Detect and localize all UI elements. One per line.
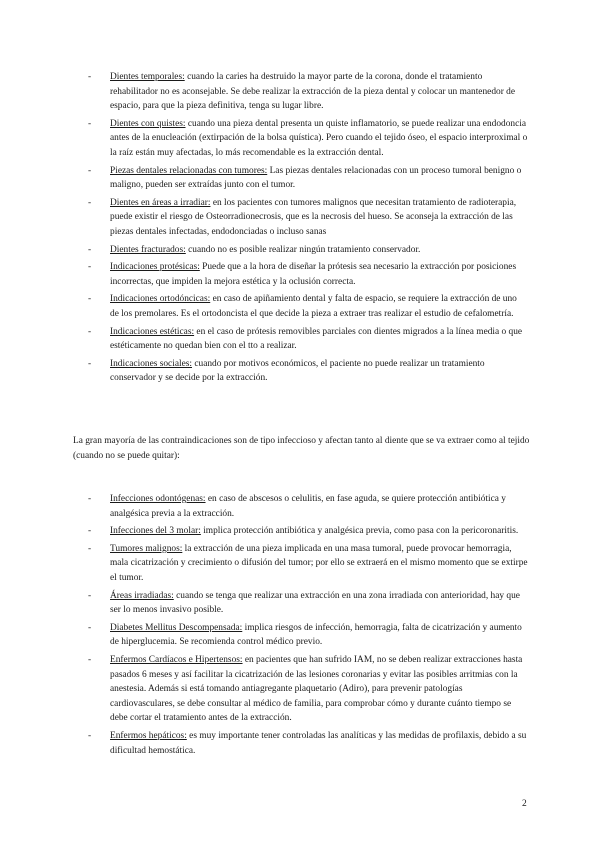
bullet-dash: - bbox=[88, 654, 92, 665]
item-term: Áreas irradiadas: bbox=[110, 590, 174, 601]
list-item bbox=[88, 357, 528, 386]
contraindications-list bbox=[88, 492, 528, 761]
item-text: cuando la caries ha destruido la mayor parte de la corona, donde el tratamiento rehabilitador no es aconsejable. Se debe realizar la extracción de la pieza dental y colocar un mantenedor de espacio, para que la pieza definitiva, tenga su lugar libre. bbox=[110, 72, 516, 112]
item-term: Indicaciones sociales: bbox=[110, 358, 192, 369]
bullet-dash: - bbox=[88, 590, 92, 601]
indications-list bbox=[88, 70, 528, 389]
list-item bbox=[88, 260, 528, 289]
page-number: 2 bbox=[522, 799, 527, 809]
bullet-dash: - bbox=[88, 526, 92, 537]
item-text: en el caso de prótesis removibles parciales con dientes migrados a la línea media o que estéticamente no quedan bien con el tto a realizar. bbox=[110, 326, 523, 352]
list-item bbox=[88, 542, 528, 586]
item-text: Puede que a la hora de diseñar la prótesis sea necesario la extracción por posiciones incorrectas, que impiden la mejora estética y la oclusión correcta. bbox=[110, 262, 517, 287]
bullet-dash: - bbox=[88, 244, 92, 255]
item-term: Indicaciones protésicas: bbox=[110, 262, 200, 273]
item-text: en caso de apiñamiento dental y falta de espacio, se requiere la extracción de uno de los premolares. Es el ortodoncista el que decide la pieza a extraer tras realizar el estudio de cefalometría. bbox=[110, 294, 517, 319]
item-text: Las piezas dentales relacionadas con un proceso tumoral benigno o maligno, pueden ser extraídas junto con el tumor. bbox=[110, 165, 522, 191]
bullet-dash: - bbox=[88, 358, 92, 369]
bullet-dash: - bbox=[88, 72, 92, 82]
item-term: Dientes en áreas a irradiar: bbox=[110, 197, 211, 208]
item-term: Dientes fracturados: bbox=[110, 244, 186, 255]
list-item bbox=[88, 117, 528, 161]
bullet-dash: - bbox=[88, 197, 92, 208]
item-term: Indicaciones ortodóncicas: bbox=[110, 294, 211, 305]
list-item bbox=[88, 70, 528, 114]
item-text: cuando una pieza dental presenta un quiste inflamatorio, se puede realizar una endodoncia antes de la enucleación (extirpación de la bolsa quística). Pero cuando el tejido óseo, el espacio interproximal o la raíz están muy afectadas, lo más recomendable es la extracción dental. bbox=[110, 118, 528, 158]
item-text: implica riesgos de infección, hemorragia, falta de cicatrización y aumento de hiperglucemia. Se recomienda control médico previo. bbox=[110, 622, 522, 648]
item-text: cuando por motivos económicos, el paciente no puede realizar un tratamiento conservador y se decide por la extracción. bbox=[110, 358, 485, 384]
list-item bbox=[88, 196, 528, 240]
bullet-dash: - bbox=[88, 730, 92, 741]
item-term: Enfermos Cardíacos e Hipertensos: bbox=[110, 654, 243, 665]
item-text: la extracción de una pieza implicada en una masa tumoral, puede provocar hemorragia, mala cicatrización y crecimiento o difusión del tumor; por ello se extraerá en el mismo momento que se extirpe el tumor. bbox=[110, 543, 528, 583]
item-term: Tumores malignos: bbox=[110, 543, 183, 554]
item-term: Diabetes Mellitus Descompensada: bbox=[110, 622, 243, 633]
item-text: en pacientes que han sufrido IAM, no se deben realizar extracciones hasta pasados 6 meses y así facilitar la cicatrización de las lesiones coronarias y evitar las posibles arritmias con la anestesia. Además si está tomando antiagregante plaquetario (Adiro), para prevenir patologías cardiovasculares, se debe consultar al médico de familia, para comprobar cómo y durante cuánto tiempo se debe cortar el tratamiento antes de la extracción. bbox=[110, 654, 523, 724]
list-item bbox=[88, 524, 528, 539]
list-item bbox=[88, 589, 528, 618]
list-item bbox=[88, 729, 528, 758]
bullet-dash: - bbox=[88, 118, 92, 129]
item-text: implica protección antibiótica y analgésica previa, como pasa con la pericoronaritis. bbox=[200, 526, 519, 537]
list-item bbox=[88, 492, 528, 521]
bullet-dash: - bbox=[88, 165, 92, 176]
item-term: Indicaciones estéticas: bbox=[110, 326, 195, 337]
item-term: Dientes con quistes: bbox=[110, 118, 186, 129]
bullet-dash: - bbox=[88, 326, 92, 337]
item-term: Infecciones del 3 molar: bbox=[110, 526, 201, 537]
item-text: en los pacientes con tumores malignos que necesitan tratamiento de radioterapia, puede existir el riesgo de Osteorradionecrosis, que es la necrosis del hueso. Se aconseja la extracción de las piezas dentales infectadas, endodonciadas o incluso sanas bbox=[110, 197, 517, 237]
list-item bbox=[88, 653, 528, 726]
bullet-dash: - bbox=[88, 543, 92, 554]
bullet-dash: - bbox=[88, 294, 92, 305]
contraindications-intro: La gran mayoría de las contraindicaciones son de tipo infeccioso y afectan tanto al diente que se va extraer como al tejido (cuando no se puede quitar): bbox=[73, 436, 530, 461]
bullet-dash: - bbox=[88, 494, 92, 504]
list-item bbox=[88, 325, 528, 354]
bullet-dash: - bbox=[88, 262, 92, 273]
item-term: Dientes temporales: bbox=[110, 72, 185, 82]
item-text: es muy importante tener controladas las analíticas y las medidas de profilaxis, debido a su dificultad hemostática. bbox=[110, 730, 527, 756]
item-term: Infecciones odontógenas: bbox=[110, 494, 206, 504]
item-term: Piezas dentales relacionadas con tumores: bbox=[110, 165, 268, 176]
item-text: cuando no es posible realizar ningún tratamiento conservador. bbox=[185, 244, 421, 255]
item-term: Enfermos hepáticos: bbox=[110, 730, 187, 741]
item-text: cuando se tenga que realizar una extracción en una zona irradiada con anterioridad, hay que ser lo menos invasivo posible. bbox=[110, 590, 520, 616]
bullet-dash: - bbox=[88, 622, 92, 633]
list-item bbox=[88, 292, 528, 321]
list-item bbox=[88, 164, 528, 193]
list-item bbox=[88, 243, 528, 258]
list-item bbox=[88, 621, 528, 650]
item-text: en caso de abscesos o celulitis, en fase aguda, se quiere protección antibiótica y analgésica previa a la extracción. bbox=[110, 494, 506, 519]
